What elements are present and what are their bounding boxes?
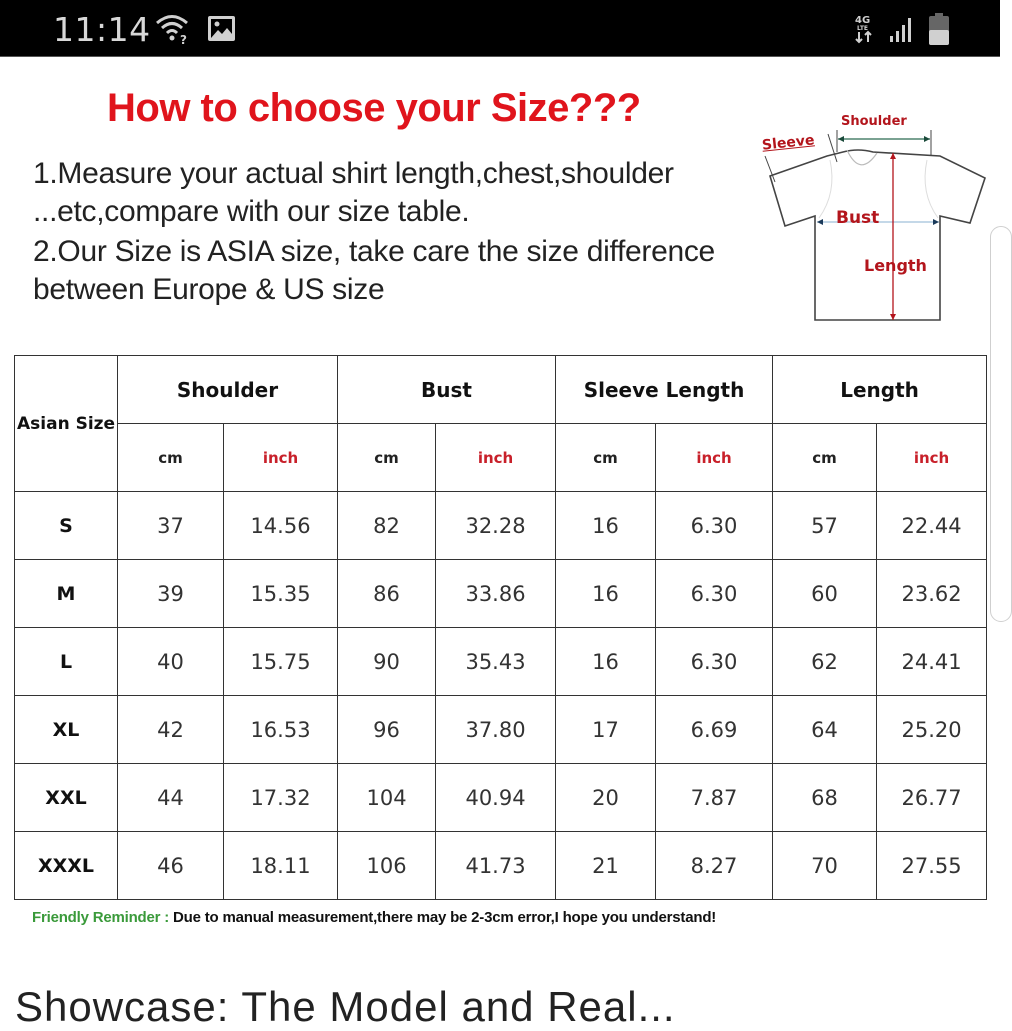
table-cell: 62 [773, 628, 877, 696]
column-group-sleeve-length: Sleeve Length [556, 356, 773, 424]
table-cell: 22.44 [877, 492, 987, 560]
table-cell: 6.30 [656, 628, 773, 696]
table-header-units [15, 424, 987, 492]
table-cell: 8.27 [656, 832, 773, 900]
table-cell: 70 [773, 832, 877, 900]
table-cell: 16.53 [224, 696, 338, 764]
status-bar [0, 0, 1000, 57]
table-cell: 44 [118, 764, 224, 832]
table-cell: 17.32 [224, 764, 338, 832]
unit-header-inch: inch [224, 424, 338, 492]
table-cell: 46 [118, 832, 224, 900]
table-cell: 27.55 [877, 832, 987, 900]
table-row-m [15, 560, 987, 628]
edge-panel-handle[interactable] [990, 226, 1012, 622]
diagram-label-bust: Bust [836, 208, 880, 228]
table-cell: 42 [118, 696, 224, 764]
diagram-label-shoulder: Shoulder [841, 114, 907, 129]
table-cell: 21 [556, 832, 656, 900]
table-cell: 33.86 [436, 560, 556, 628]
table-cell: 16 [556, 560, 656, 628]
diagram-label-sleeve: Sleeve [761, 132, 816, 154]
instruction-1 [33, 155, 674, 231]
table-cell: 41.73 [436, 832, 556, 900]
table-cell: 16 [556, 492, 656, 560]
battery-icon [928, 12, 950, 51]
table-cell: 57 [773, 492, 877, 560]
friendly-reminder [32, 909, 716, 926]
size-label: XXL [15, 764, 118, 832]
unit-header-cm: cm [338, 424, 436, 492]
instruction-1-line-2: ...etc,compare with our size table. [33, 195, 470, 228]
table-row-xxxl [15, 832, 987, 900]
4g-lte-data-icon [853, 13, 879, 50]
table-cell: 39 [118, 560, 224, 628]
table-cell: 6.69 [656, 696, 773, 764]
instruction-2 [33, 233, 715, 309]
column-group-bust: Bust [338, 356, 556, 424]
table-row-xl [15, 696, 987, 764]
table-cell: 7.87 [656, 764, 773, 832]
reminder-label: Friendly Reminder : [32, 909, 174, 926]
clock: 11:14 [53, 10, 151, 49]
size-label: XL [15, 696, 118, 764]
shirt-measurement-diagram [755, 108, 995, 328]
svg-text:?: ? [180, 33, 187, 47]
instruction-1-line-1: 1.Measure your actual shirt length,chest,shoulder [33, 157, 674, 190]
table-row-s [15, 492, 987, 560]
table-cell: 15.75 [224, 628, 338, 696]
instruction-2-line-2: between Europe & US size [33, 273, 385, 306]
column-group-length: Length [773, 356, 987, 424]
unit-header-cm: cm [556, 424, 656, 492]
reminder-text: Due to manual measurement,there may be 2-3cm error,I hope you understand! [173, 909, 717, 926]
wifi-unknown-icon [155, 13, 193, 50]
table-cell: 64 [773, 696, 877, 764]
column-group-shoulder: Shoulder [118, 356, 338, 424]
table-cell: 20 [556, 764, 656, 832]
svg-text:4G: 4G [855, 15, 871, 26]
table-cell: 15.35 [224, 560, 338, 628]
table-cell: 25.20 [877, 696, 987, 764]
table-cell: 106 [338, 832, 436, 900]
unit-header-cm: cm [773, 424, 877, 492]
unit-header-inch: inch [656, 424, 773, 492]
unit-header-inch: inch [877, 424, 987, 492]
size-label: XXXL [15, 832, 118, 900]
table-cell: 6.30 [656, 492, 773, 560]
table-cell: 104 [338, 764, 436, 832]
table-cell: 40.94 [436, 764, 556, 832]
table-cell: 14.56 [224, 492, 338, 560]
size-chart-table [14, 355, 987, 900]
table-row-l [15, 628, 987, 696]
size-label: L [15, 628, 118, 696]
gallery-image-icon [207, 15, 237, 48]
table-cell: 18.11 [224, 832, 338, 900]
table-cell: 26.77 [877, 764, 987, 832]
signal-bars-icon [888, 14, 918, 49]
table-cell: 40 [118, 628, 224, 696]
column-header-asian-size: Asian Size [15, 356, 118, 492]
svg-text:LTE: LTE [857, 25, 869, 32]
table-cell: 86 [338, 560, 436, 628]
table-cell: 6.30 [656, 560, 773, 628]
table-row-xxl [15, 764, 987, 832]
table-cell: 60 [773, 560, 877, 628]
table-cell: 16 [556, 628, 656, 696]
table-cell: 68 [773, 764, 877, 832]
diagram-label-length: Length [864, 256, 927, 275]
page-title: How to choose your Size??? [107, 86, 641, 130]
table-cell: 23.62 [877, 560, 987, 628]
size-label: S [15, 492, 118, 560]
table-cell: 37.80 [436, 696, 556, 764]
instruction-2-line-1: 2.Our Size is ASIA size, take care the size difference [33, 235, 715, 268]
table-cell: 82 [338, 492, 436, 560]
table-cell: 35.43 [436, 628, 556, 696]
next-section-heading: Showcase: The Model and Real... [15, 983, 676, 1030]
size-label: M [15, 560, 118, 628]
table-cell: 37 [118, 492, 224, 560]
table-cell: 24.41 [877, 628, 987, 696]
table-cell: 96 [338, 696, 436, 764]
table-cell: 17 [556, 696, 656, 764]
unit-header-cm: cm [118, 424, 224, 492]
unit-header-inch: inch [436, 424, 556, 492]
table-cell: 32.28 [436, 492, 556, 560]
table-cell: 90 [338, 628, 436, 696]
table-header-groups [15, 356, 987, 424]
